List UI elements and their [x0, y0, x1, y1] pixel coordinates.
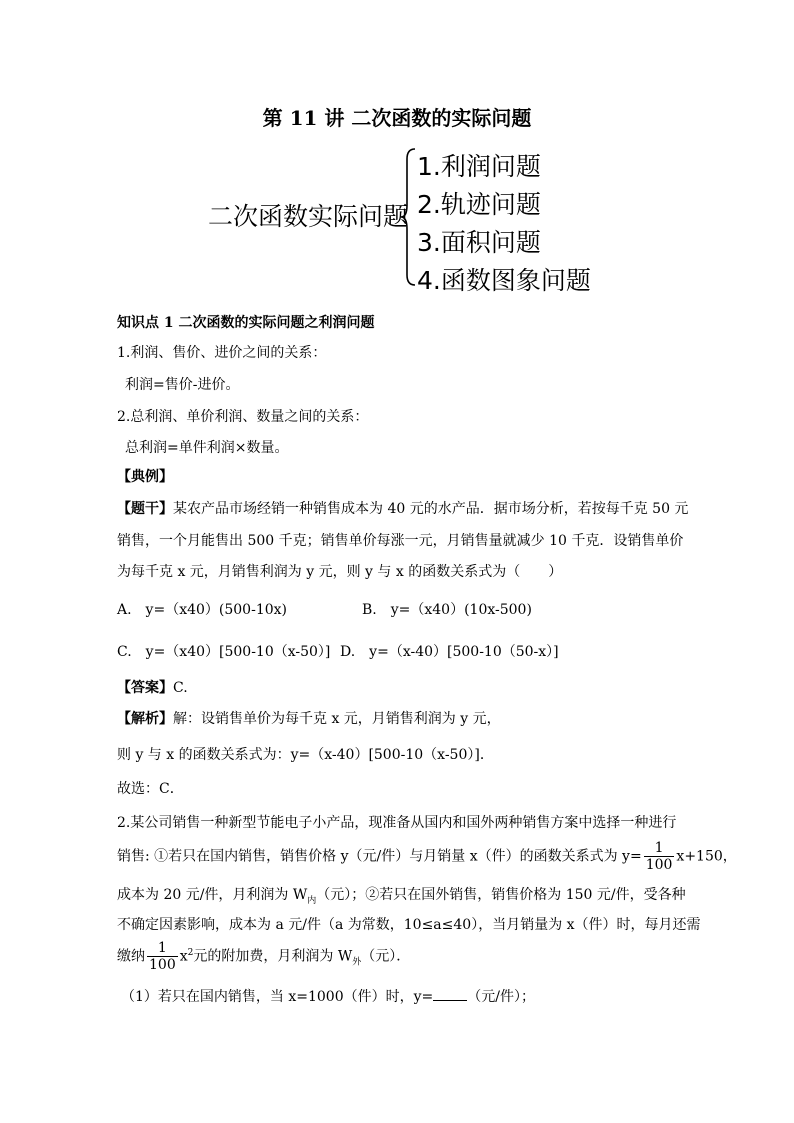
conclusion-line: 故选：C．	[117, 781, 184, 797]
fraction-1-over-100: $\frac{1}{100}$	[149, 940, 176, 973]
question-2-line-5: 缴纳 $\frac{1}{100}$ $x^2$元的附加费，月利润为 $W_外$（元）．	[117, 940, 411, 973]
answer-tag: 【答案】	[117, 680, 173, 696]
relation-2-text: 2.总利润、单价利润、数量之间的关系：	[117, 409, 369, 425]
diagram-main-topic: 二次函数实际问题	[208, 202, 409, 231]
fraction-1-over-100: $\frac{1}{100}$	[645, 840, 673, 873]
relation-1-text: 1.利润、售价、进价之间的关系：	[117, 345, 327, 361]
option-c: C. y=（x40）[500-10（x-50）]	[117, 644, 331, 660]
option-a: A. y=（x40）(500-10x)	[117, 602, 287, 618]
question-2-line-1: 2.某公司销售一种新型节能电子小产品，现准备从国内和国外两种销售方案中选择一种进行	[117, 815, 677, 831]
option-d: D. y=（x-40）[500-10（50-x）]	[340, 644, 559, 660]
question-1-line-3: 为每千克 x 元，月销售利润为 y 元，则 y 与 x 的函数关系式为（ ）	[117, 564, 563, 580]
relation-1-formula: 利润=售价-进价。	[125, 377, 240, 393]
answer-value: C.	[173, 680, 188, 696]
option-b: B. y=（x40）(10x-500)	[362, 602, 532, 618]
curly-brace-icon	[400, 147, 418, 287]
question-tag: 【题干】	[117, 501, 173, 517]
question-1-line-2: 销售，一个月能售出 500 千克；销售单价每涨一元，月销售量就减少 10 千克．设销售单价	[117, 533, 684, 549]
diagram-item-trajectory: 2.轨迹问题	[417, 190, 541, 219]
diagram-item-area: 3.面积问题	[417, 228, 541, 257]
diagram-item-profit: 1.利润问题	[417, 152, 541, 181]
sub-question-1: （1）若只在国内销售，当 x=1000（件）时，y= （元/件）；	[121, 989, 535, 1005]
page-title: 第 11 讲 二次函数的实际问题	[262, 106, 532, 130]
example-label: 【典例】	[117, 469, 173, 485]
relation-2-formula: 总利润=单件利润×数量。	[125, 440, 289, 456]
section-heading: 知识点 1 二次函数的实际问题之利润问题	[117, 315, 375, 331]
question-2-line-2: 销售: ①若只在国内销售，销售价格 y（元/件）与月销量 x（件）的函数关系式为 y= $\frac{1}{100}$ x+150，	[117, 840, 737, 873]
question-2-line-3: 成本为 20 元/件，月利润为 $W_内$（元）；②若只在国外销售，销售价格为 150 元/件，受各种	[117, 887, 686, 906]
analysis-line-1: 【解析】解：设销售单价为每千克 x 元，月销售利润为 y 元，	[117, 711, 501, 727]
answer-blank	[433, 988, 467, 1001]
analysis-line-2: 则 y 与 x 的函数关系式为：y=（x-40）[500-10（x-50）]．	[117, 747, 494, 763]
analysis-tag: 【解析】	[117, 711, 173, 727]
question-2-line-4: 不确定因素影响，成本为 a 元/件（a 为常数，10≤a≤40），当月销量为 x（件）时，每月还需	[117, 917, 701, 933]
question-1-line-1: 【题干】某农产品市场经销一种销售成本为 40 元的水产品．据市场分析，若按每千克 50 元	[117, 501, 689, 517]
diagram-item-graph: 4.函数图象问题	[417, 266, 591, 295]
answer-line	[117, 677, 188, 697]
